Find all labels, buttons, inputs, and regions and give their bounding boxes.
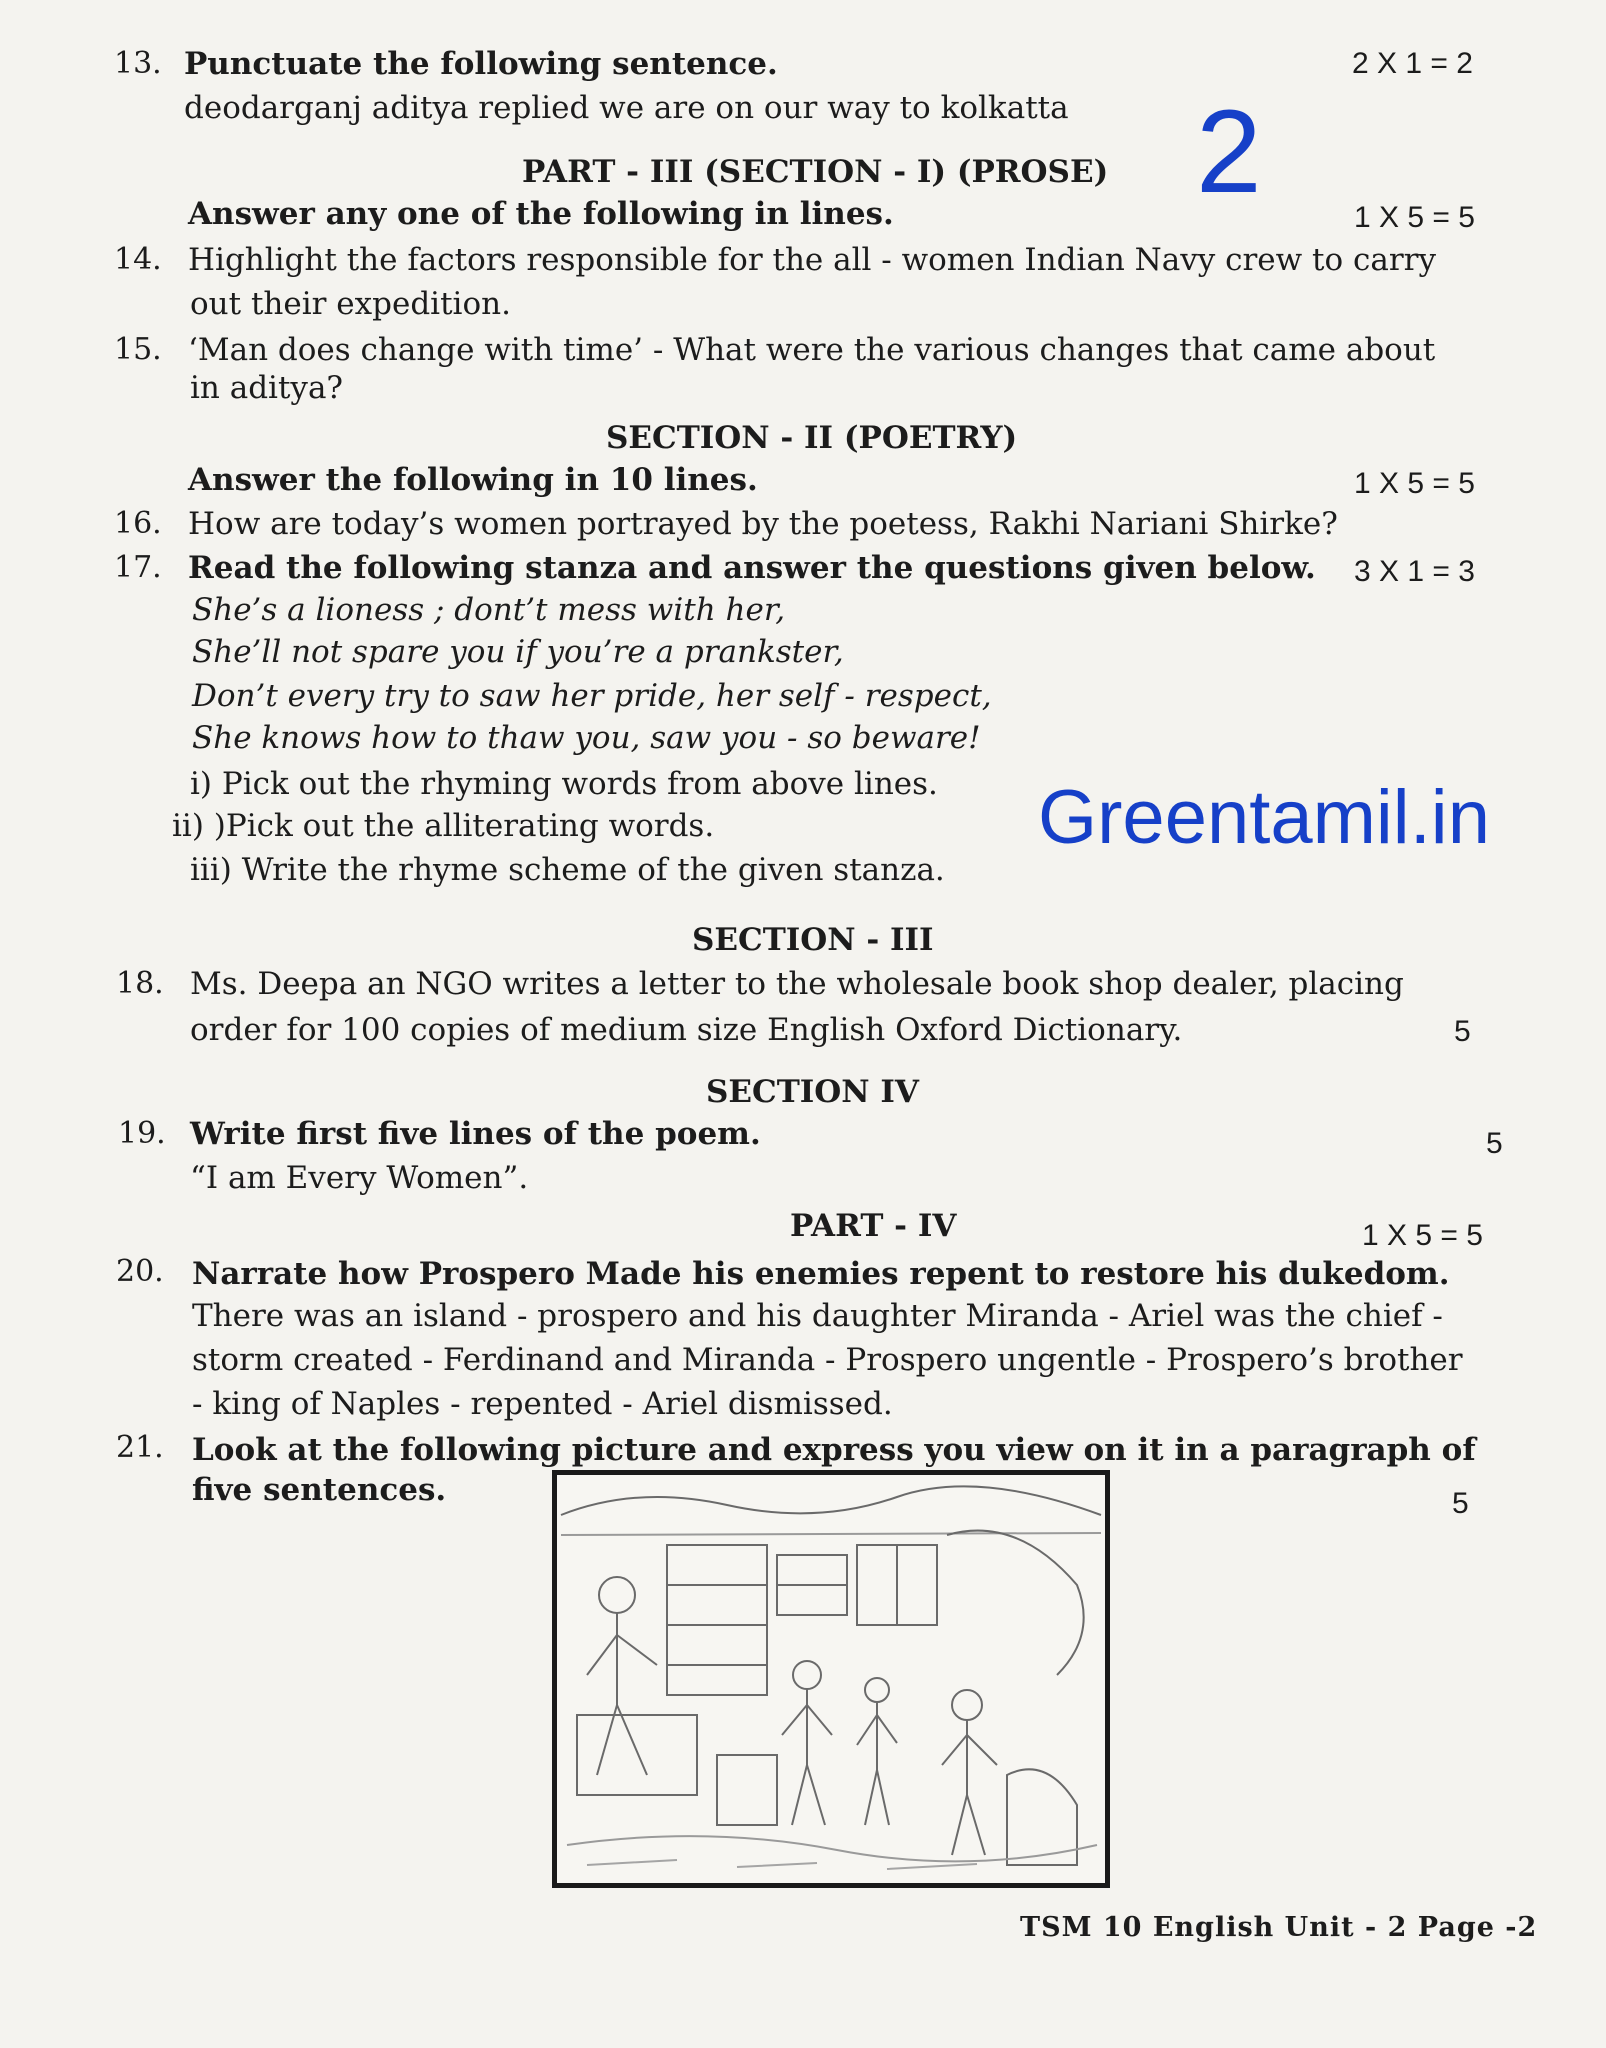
prose-instruction: Answer any one of the following in lines.: [188, 196, 894, 232]
q21-marks: 5: [1452, 1487, 1469, 1520]
q20-title: Narrate how Prospero Made his enemies repent to restore his dukedom.: [192, 1256, 1450, 1292]
q17-number: 17.: [114, 550, 162, 585]
q19-marks: 5: [1486, 1127, 1503, 1160]
q15-number: 15.: [114, 332, 162, 367]
q21-number: 21.: [116, 1430, 164, 1465]
watermark-page-number: 2: [1196, 86, 1262, 218]
q18-number: 18.: [116, 966, 164, 1001]
prose-marks: 1 X 5 = 5: [1354, 201, 1475, 234]
q18-marks: 5: [1454, 1015, 1471, 1048]
q20-number: 20.: [116, 1254, 164, 1289]
q20-hint: storm created - Ferdinand and Miranda - Prospero ungentle - Prospero’s brother: [192, 1342, 1463, 1378]
q13-text: deodarganj aditya replied we are on our way to kolkatta: [184, 90, 1069, 126]
q20-hint: - king of Naples - repented - Ariel dismissed.: [192, 1386, 893, 1422]
q19-poem: “I am Every Women”.: [190, 1160, 529, 1196]
q13-marks: 2 X 1 = 2: [1352, 47, 1473, 80]
q17-subquestion: ii) )Pick out the alliterating words.: [172, 808, 715, 844]
q14-number: 14.: [114, 242, 162, 277]
section4-heading: SECTION IV: [706, 1074, 919, 1110]
q18-line2: order for 100 copies of medium size English Oxford Dictionary.: [190, 1012, 1183, 1048]
q15-line2: in aditya?: [190, 370, 344, 406]
poetry-marks: 1 X 5 = 5: [1354, 467, 1475, 500]
question-picture: [552, 1470, 1110, 1888]
q21-line1: Look at the following picture and express you view on it in a paragraph of: [192, 1432, 1476, 1468]
page-footer: TSM 10 English Unit - 2 Page -2: [1020, 1912, 1538, 1943]
q19-title: Write first five lines of the poem.: [190, 1116, 761, 1152]
q18-line1: Ms. Deepa an NGO writes a letter to the wholesale book shop dealer, placing: [190, 966, 1404, 1002]
q16-number: 16.: [114, 506, 162, 541]
part4-marks: 1 X 5 = 5: [1362, 1219, 1483, 1252]
q14-line1: Highlight the factors responsible for the all - women Indian Navy crew to carry: [188, 242, 1437, 278]
q17-marks: 3 X 1 = 3: [1354, 555, 1475, 588]
part3-heading: PART - III (SECTION - I) (PROSE): [522, 154, 1109, 190]
q13-number: 13.: [114, 46, 162, 81]
q21-line2: five sentences.: [192, 1472, 447, 1508]
q17-subquestion: iii) Write the rhyme scheme of the given stanza.: [190, 852, 945, 888]
q17-stanza-line: She’ll not spare you if you’re a prankster,: [192, 634, 844, 670]
section2-heading: SECTION - II (POETRY): [606, 420, 1018, 456]
section3-heading: SECTION - III: [692, 922, 934, 958]
q17-stanza-line: She knows how to thaw you, saw you - so beware!: [192, 720, 981, 756]
q14-line2: out their expedition.: [190, 286, 511, 322]
watermark-site: Greentamil.in: [1038, 775, 1490, 860]
q17-subquestion: i) Pick out the rhyming words from above lines.: [190, 766, 938, 802]
q20-hint: There was an island - prospero and his daughter Miranda - Ariel was the chief -: [192, 1298, 1443, 1334]
q19-number: 19.: [118, 1116, 166, 1151]
shop-sketch-image: [557, 1475, 1105, 1883]
q13-title: Punctuate the following sentence.: [184, 46, 778, 82]
q17-stanza-line: Don’t every try to saw her pride, her self - respect,: [192, 678, 992, 714]
q17-title: Read the following stanza and answer the questions given below.: [188, 550, 1316, 586]
q17-stanza-line: She’s a lioness ; dont’t mess with her,: [192, 592, 786, 628]
q16-text: How are today’s women portrayed by the poetess, Rakhi Nariani Shirke?: [188, 506, 1338, 542]
part4-heading: PART - IV: [790, 1208, 957, 1244]
poetry-instruction: Answer the following in 10 lines.: [188, 462, 758, 498]
q15-line1: ‘Man does change with time’ - What were the various changes that came about: [188, 332, 1436, 368]
